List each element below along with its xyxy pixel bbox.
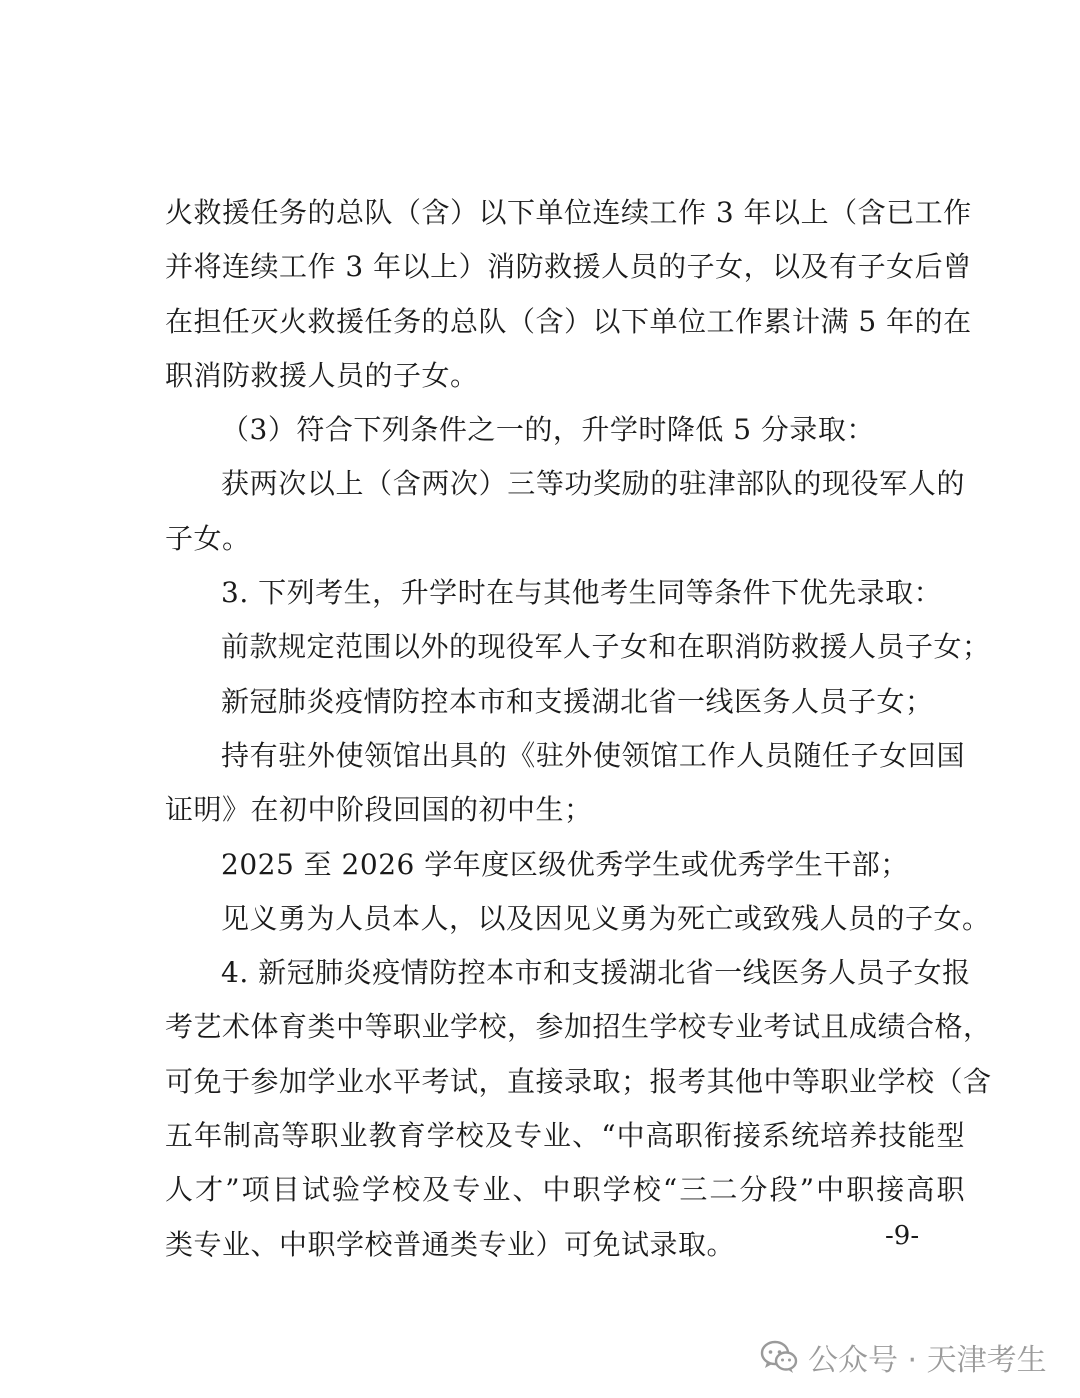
- paragraph-line: 可免于参加学业水平考试，直接录取；报考其他中等职业学校（含: [165, 1064, 992, 1098]
- paragraph-line: 并将连续工作 3 年以上）消防救援人员的子女，以及有子女后曾: [165, 250, 972, 284]
- paragraph-line: 职消防救援人员的子女。: [165, 358, 479, 392]
- paragraph-line: 2025 至 2026 学年度区级优秀学生或优秀学生干部；: [221, 847, 909, 881]
- paragraph-line: 见义勇为人员本人，以及因见义勇为死亡或致残人员的子女。: [221, 901, 991, 935]
- paragraph-line: 持有驻外使领馆出具的《驻外使领馆工作人员随任子女回国: [221, 738, 965, 772]
- wechat-icon: [760, 1340, 798, 1374]
- paragraph-line: 五年制高等职业教育学校及专业、“中高职衔接系统培养技能型: [165, 1119, 965, 1153]
- paragraph-line: 类专业、中职学校普通类专业）可免试录取。: [165, 1227, 736, 1261]
- paragraph-line: 3. 下列考生，升学时在与其他考生同等条件下优先录取：: [221, 576, 943, 610]
- paragraph-line: 证明》在初中阶段回国的初中生；: [165, 793, 593, 827]
- watermark: [760, 1335, 1047, 1379]
- paragraph-line: 子女。: [165, 521, 251, 555]
- watermark-text: 公众号 · 天津考生: [808, 1343, 1047, 1378]
- paragraph-line: 获两次以上（含两次）三等功奖励的驻津部队的现役军人的: [221, 467, 965, 501]
- paragraph-line: 人才”项目试验学校及专业、中职学校“三二分段”中职接高职: [165, 1173, 965, 1207]
- paragraph-line: 火救援任务的总队（含）以下单位连续工作 3 年以上（含已工作: [165, 196, 972, 229]
- paragraph-line: 考艺术体育类中等职业学校，参加招生学校专业考试且成绩合格，: [165, 1010, 992, 1044]
- paragraph-line: 4. 新冠肺炎疫情防控本市和支援湖北省一线医务人员子女报: [221, 956, 971, 990]
- paragraph-line: 前款规定范围以外的现役军人子女和在职消防救援人员子女；: [221, 630, 991, 664]
- paragraph-line: 在担任灭火救援任务的总队（含）以下单位工作累计满 5 年的在: [165, 304, 972, 338]
- paragraph-line: 新冠肺炎疫情防控本市和支援湖北省一线医务人员子女；: [221, 684, 934, 718]
- paragraph-line: （3）符合下列条件之一的，升学时降低 5 分录取：: [221, 413, 875, 447]
- document-body: [165, 186, 992, 1272]
- page-number: -9-: [885, 1221, 920, 1251]
